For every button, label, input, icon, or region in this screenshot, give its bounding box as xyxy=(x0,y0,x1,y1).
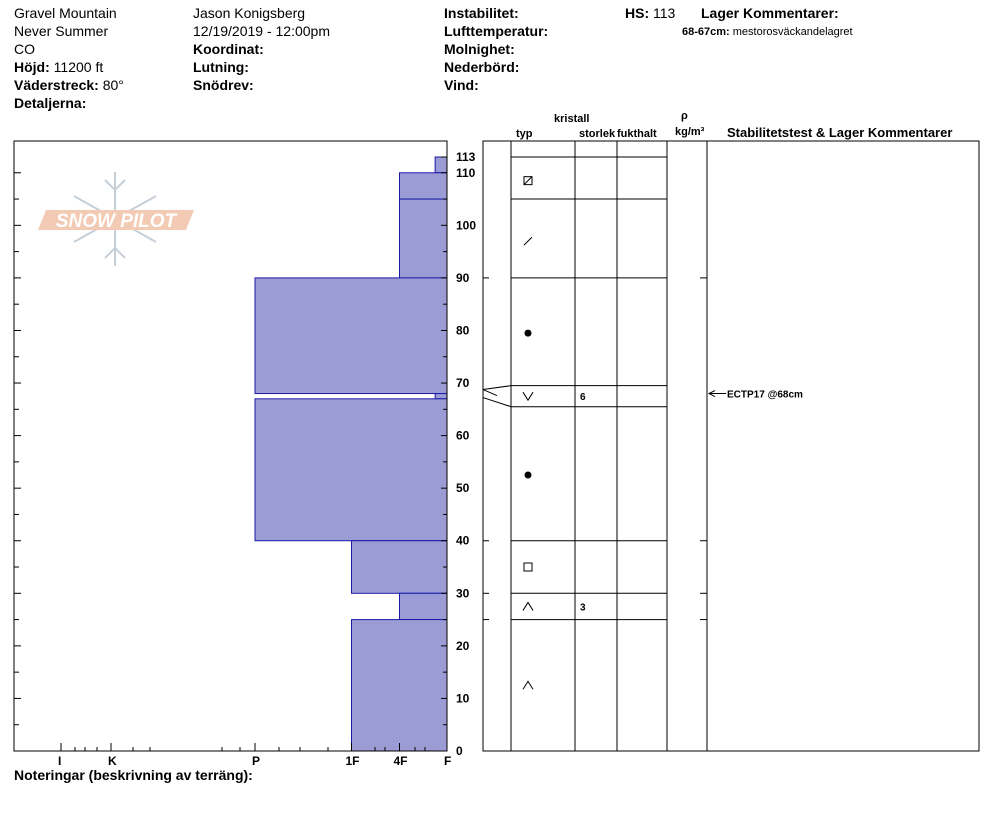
grain-size-label: 3 xyxy=(580,602,586,614)
instability-label: Instabilitet: xyxy=(444,5,519,21)
surface-hoar-vee xyxy=(523,392,533,400)
drift-label: Snödrev: xyxy=(193,77,254,93)
hardness-layer-bar xyxy=(255,399,447,541)
faceted-grain-square xyxy=(524,563,532,571)
rounded-grain-dot xyxy=(525,330,532,337)
height-tick-label: 60 xyxy=(456,428,470,443)
hardness-layer-bar xyxy=(352,620,448,751)
faceted-grain-icon xyxy=(524,563,532,571)
layer-comment-text: mestorosväckandelagret xyxy=(732,26,853,38)
hardness-tick-label: F xyxy=(444,754,452,768)
layer-comment-range: 68-67cm: xyxy=(682,26,730,38)
stability-test-label: ECTP17 @68cm xyxy=(727,389,803,401)
elevation-label: Höjd: xyxy=(14,59,50,75)
hardness-layer-bar xyxy=(400,199,448,278)
layer-connector xyxy=(483,386,511,390)
hardness-tick-label: I xyxy=(58,754,62,768)
hardness-tick-label: 4F xyxy=(393,754,408,768)
hardness-layer-bar xyxy=(435,394,447,399)
height-tick-label: 110 xyxy=(456,165,476,180)
grain-table-frame xyxy=(483,141,979,751)
layer-comments-label: Lager Kommentarer: xyxy=(701,5,839,21)
air-temp-label: Lufttemperatur: xyxy=(444,23,549,39)
observer-name: Jason Konigsberg xyxy=(193,5,306,21)
stability-header: Stabilitetstest & Lager Kommentarer xyxy=(727,125,953,140)
hardness-tick-label: 1F xyxy=(345,754,360,768)
height-tick-label: 113 xyxy=(456,150,476,164)
elevation-value: 11200 ft xyxy=(53,59,104,75)
rounded-grain-dot xyxy=(525,472,532,479)
height-tick-label: 80 xyxy=(456,323,470,338)
range-name: Never Summer xyxy=(14,23,109,39)
type-header: typ xyxy=(516,128,533,140)
hardness-layer-bar xyxy=(352,541,448,594)
height-tick-label: 20 xyxy=(456,638,470,653)
coordinate-label: Koordinat: xyxy=(193,41,264,57)
hs-label: HS: xyxy=(625,5,650,21)
hardness-layer-bar xyxy=(400,593,448,619)
height-tick-label: 90 xyxy=(456,270,470,285)
hardness-layer-bar xyxy=(255,278,447,394)
hardness-tick-label: P xyxy=(252,754,261,768)
snowpilot-logo xyxy=(38,172,194,266)
grain-size-label: 6 xyxy=(580,392,586,404)
height-tick-label: 0 xyxy=(456,744,463,758)
decomposing-grain-icon xyxy=(524,177,532,185)
aspect-label: Väderstreck: xyxy=(14,77,99,93)
precip-label: Nederbörd: xyxy=(444,59,520,75)
rounded-grain-icon xyxy=(525,472,532,479)
aspect-value: 80° xyxy=(102,77,124,93)
depth-hoar-grain-icon xyxy=(523,681,533,689)
layer-connector xyxy=(483,390,497,396)
crystal-header: kristall xyxy=(554,113,590,125)
wind-label: Vind: xyxy=(444,77,479,93)
height-tick-label: 50 xyxy=(456,481,470,496)
hardness-layer-bar xyxy=(400,173,448,199)
depth-hoar-caret xyxy=(523,602,533,610)
slope-label: Lutning: xyxy=(193,59,249,75)
height-tick-label: 100 xyxy=(456,218,477,233)
logo-text: SNOW PILOT xyxy=(55,211,177,232)
hardness-plot xyxy=(14,141,476,768)
rounded-grain-icon xyxy=(525,330,532,337)
height-tick-label: 10 xyxy=(456,691,470,706)
moisture-header: fukthalt xyxy=(617,128,657,140)
hardness-layer-bar xyxy=(435,157,447,173)
hardness-tick-label: K xyxy=(108,754,117,768)
height-tick-label: 70 xyxy=(456,376,470,391)
sky-label: Molnighet: xyxy=(444,41,515,57)
height-tick-label: 40 xyxy=(456,533,470,548)
details-label: Detaljerna: xyxy=(14,95,87,111)
surface-hoar-grain-icon xyxy=(523,392,533,400)
size-header: storlek xyxy=(579,128,616,140)
height-tick-label: 30 xyxy=(456,586,470,601)
precipitation-grain-icon xyxy=(524,237,532,245)
hs-value: 113 xyxy=(653,5,676,21)
grain-table xyxy=(483,141,979,751)
notes-label: Noteringar (beskrivning av terräng): xyxy=(14,767,253,783)
precipitation-grain-slash xyxy=(524,237,532,245)
depth-hoar-grain-icon xyxy=(523,602,533,610)
decomposing-grain-slash xyxy=(524,177,532,185)
layer-connector xyxy=(483,398,511,407)
observation-datetime: 12/19/2019 - 12:00pm xyxy=(193,23,330,39)
location-name: Gravel Mountain xyxy=(14,5,117,21)
density-unit-header: kg/m³ xyxy=(675,126,705,138)
depth-hoar-caret xyxy=(523,681,533,689)
state-name: CO xyxy=(14,41,35,57)
rho-header: ρ xyxy=(681,110,688,122)
